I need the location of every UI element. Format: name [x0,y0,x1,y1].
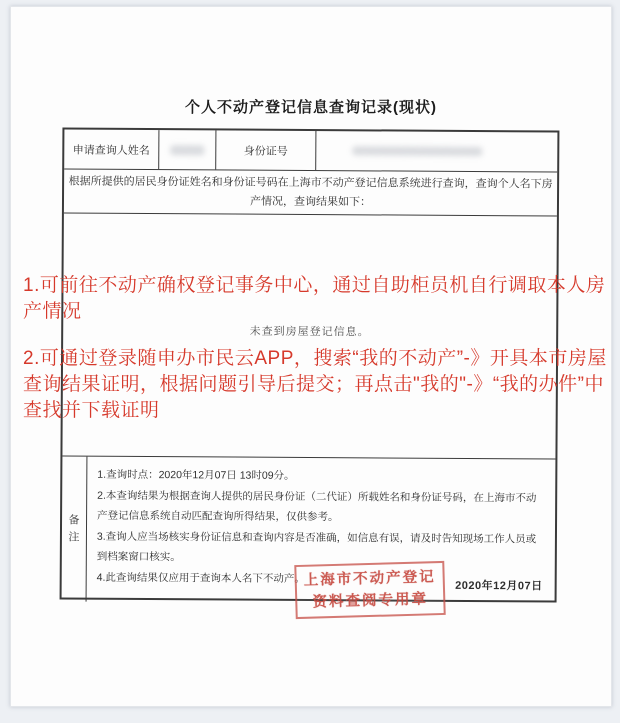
stamp-line-1: 上海市不动产登记 [303,569,436,589]
note-line-2: 2.本查询结果为根据查询人提供的居民身份证（二代证）所载姓名和身份证号码，在上海市不动产登记信息系统自动匹配查询所得结果，仅供参考。 [97,489,537,524]
scanned-document-page [10,6,612,707]
notes-label-cell [62,456,88,601]
applicant-name-label: 申请查询人姓名 [64,129,159,169]
official-red-stamp [294,561,445,619]
query-result-text: 未查到房屋登记信息。 [249,325,370,339]
id-number-label: 身份证号 [216,130,316,170]
document-date: 2020年12月07日 [455,579,543,593]
applicant-info-row [64,129,557,172]
note-line-1: 1.查询时点：2020年12月07日 13时09分。 [97,468,295,482]
redacted-name-blur [170,145,204,155]
id-number-value [316,131,557,171]
red-annotation-1: 1.可前往不动产确权登记事务中心，通过自助柜员机自行调取本人房产情况 [23,275,606,322]
note-line-3: 3.查询人应当场核实身份证信息和查询内容是否准确，如信息有误，请及时告知现场工作人员或到档案窗口核实。 [96,530,537,564]
applicant-name-value [159,130,216,169]
redacted-id-blur [352,146,482,156]
red-annotation-2: 2.可通过登录随申办市民云APP，搜索“我的不动产”-》开具本市房屋查询结果证明，根据问题引导后提交；再点击"我的"-》“我的办件”中查找并下载证明 [23,348,607,421]
query-intro-paragraph: 根据所提供的居民身份证姓名和身份证号码在上海市不动产登记信息系统进行查询，查询个人名下房产情况，查询结果如下： [64,169,557,216]
notes-label-text: 备注 [68,514,80,544]
document-title: 个人不动产登记信息查询记录(现状) [185,99,437,116]
note-line-4: 4.此查询结果仅应用于查询本人名下不动产。 [96,571,305,585]
stamp-line-2: 资料查阅专用章 [312,591,429,611]
